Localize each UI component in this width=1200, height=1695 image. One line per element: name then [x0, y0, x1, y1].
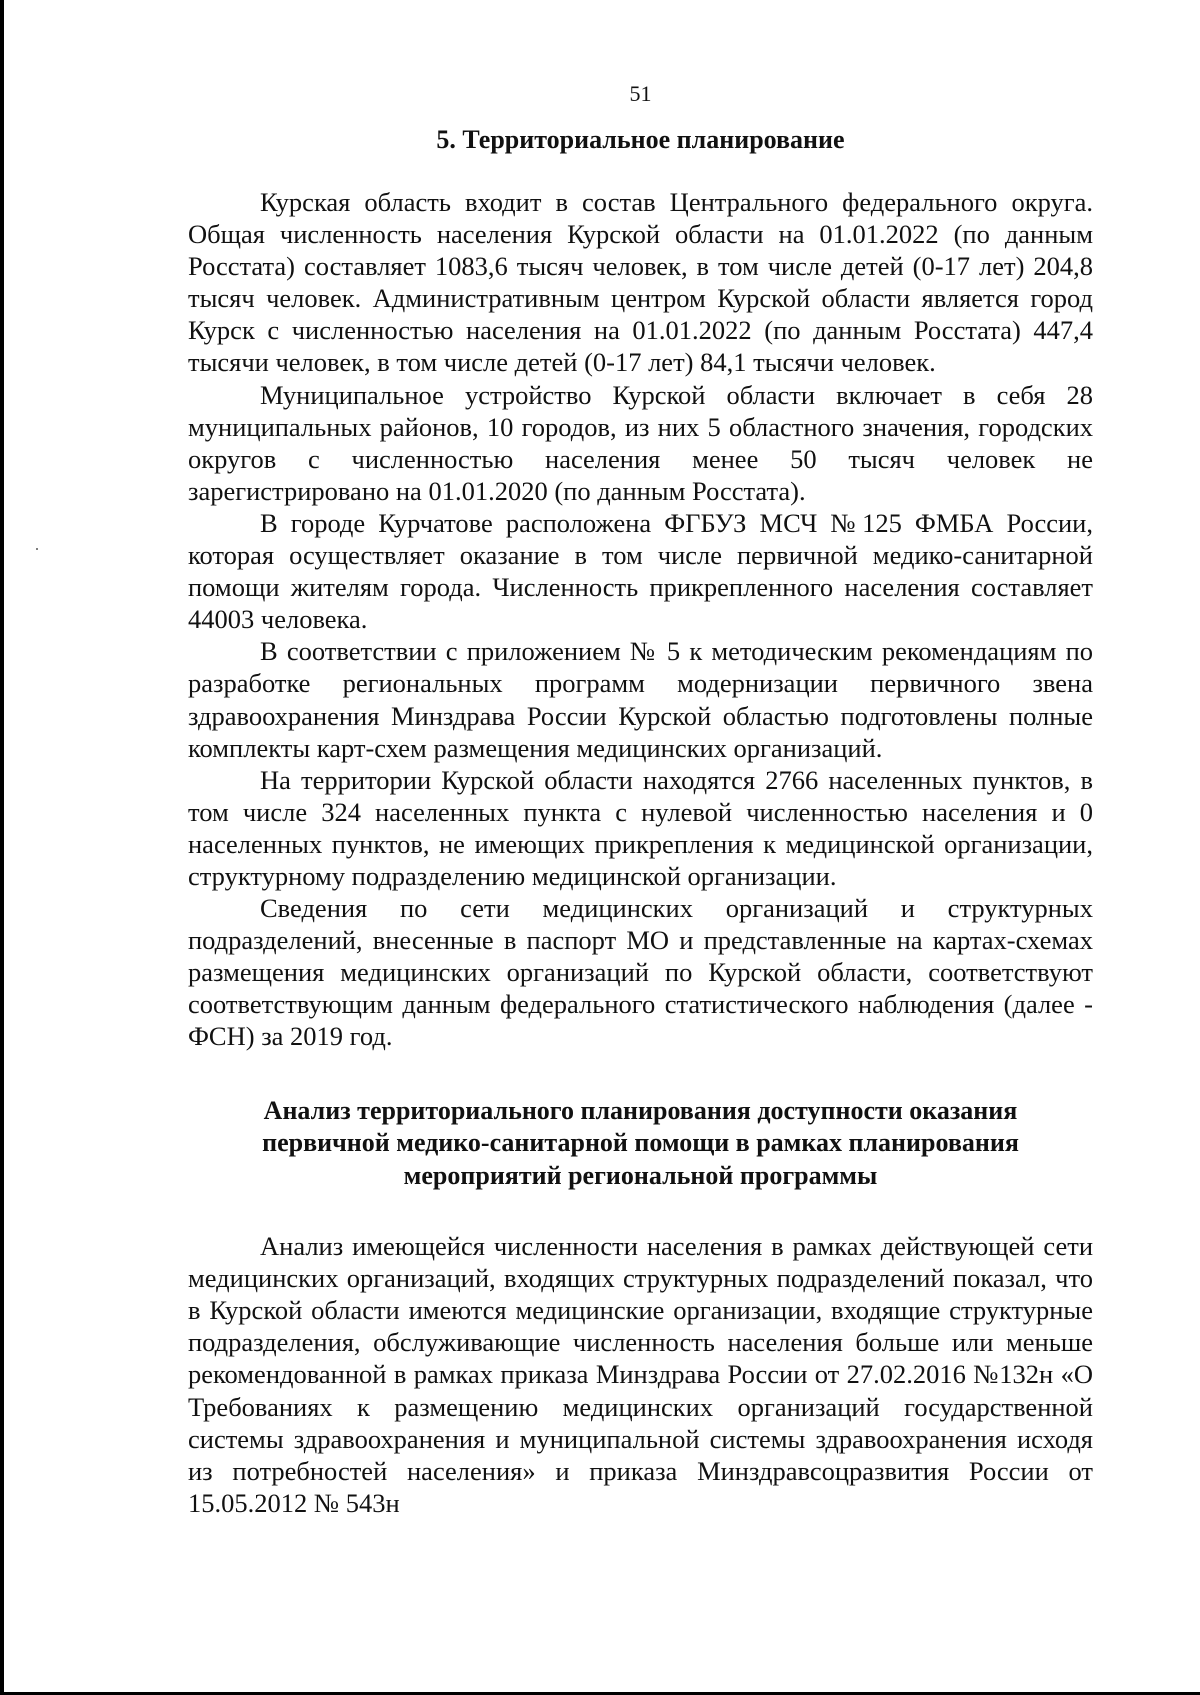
subsection-heading-line-1: Анализ территориального планирования доступности оказания	[263, 1095, 1018, 1125]
paragraph-analysis: Анализ имеющейся численности населения в рамках действующей сети медицинских организаций, входящих структурных подразделений показал, что в Курской области имеются медицинские организации, входящие структурные подразделения, обслуживающие численность населения больше или меньше рекомендованной в рамках приказа Минздрава России от 27.02.2016 №132н «О Требованиях к размещению медицинских организаций государственной системы здравоохранения и муниципальной системы здравоохранения исходя из потребностей населения» и приказа Минздравсоцразвития России от 15.05.2012 № 543н	[188, 1231, 1093, 1518]
paragraph-network-data: Сведения по сети медицинских организаций и структурных подразделений, внесенные в паспорт МО и представленные на картах-схемах размещения медицинских организаций по Курской области, соответствуют соответствующим данным федерального статистического наблюдения (далее - ФСН) за 2019 год.	[188, 893, 1093, 1052]
paragraph-municipal-structure: Муниципальное устройство Курской области включает в себя 28 муниципальных районов, 10 городов, из них 5 областного значения, городских округов с численностью населения менее 50 тысяч человек не зарегистрировано на 01.01.2020 (по данным Росстата).	[188, 379, 1093, 506]
paragraph-maps: В соответствии с приложением № 5 к методическим рекомендациям по разработке региональных программ модернизации первичного звена здравоохранения Минздрава России Курской областью подготовлены полные комплекты карт-схем размещения медицинских организаций.	[188, 636, 1093, 763]
paragraph-settlements: На территории Курской области находятся 2766 населенных пунктов, в том числе 324 населенных пункта с нулевой численностью населения и 0 населенных пунктов, не имеющих прикрепления к медицинской организации, структурному подразделению медицинской организации.	[188, 764, 1093, 891]
section-title: 5. Территориальное планирование	[436, 125, 845, 154]
subsection-heading-line-2: первичной медико-санитарной помощи в рамках планирования	[262, 1128, 1019, 1158]
document-page	[188, 80, 1093, 1519]
scan-speck	[36, 548, 38, 550]
scan-border-left	[0, 0, 4, 1695]
paragraph-kurchatov: В городе Курчатове расположена ФГБУЗ МСЧ №125 ФМБА России, которая осуществляет оказание в том числе первичной медико-санитарной помощи жителям города. Численность прикрепленного населения составляет 44003 человека.	[188, 507, 1093, 635]
page-number: 51	[629, 81, 652, 106]
subsection-heading	[188, 1095, 1093, 1193]
paragraph-population: Курская область входит в состав Центрального федерального округа. Общая численность населения Курской области на 01.01.2022 (по данным Росстата) составляет 1083,6 тысяч человек, в том числе детей (0-17 лет) 204,8 тысяч человек. Административным центром Курской области является город Курск с численностью населения на 01.01.2022 (по данным Росстата) 447,4 тысячи человек, в том числе детей (0-17 лет) 84,1 тысячи человек.	[188, 187, 1093, 378]
subsection-heading-line-3: мероприятий региональной программы	[403, 1160, 878, 1190]
